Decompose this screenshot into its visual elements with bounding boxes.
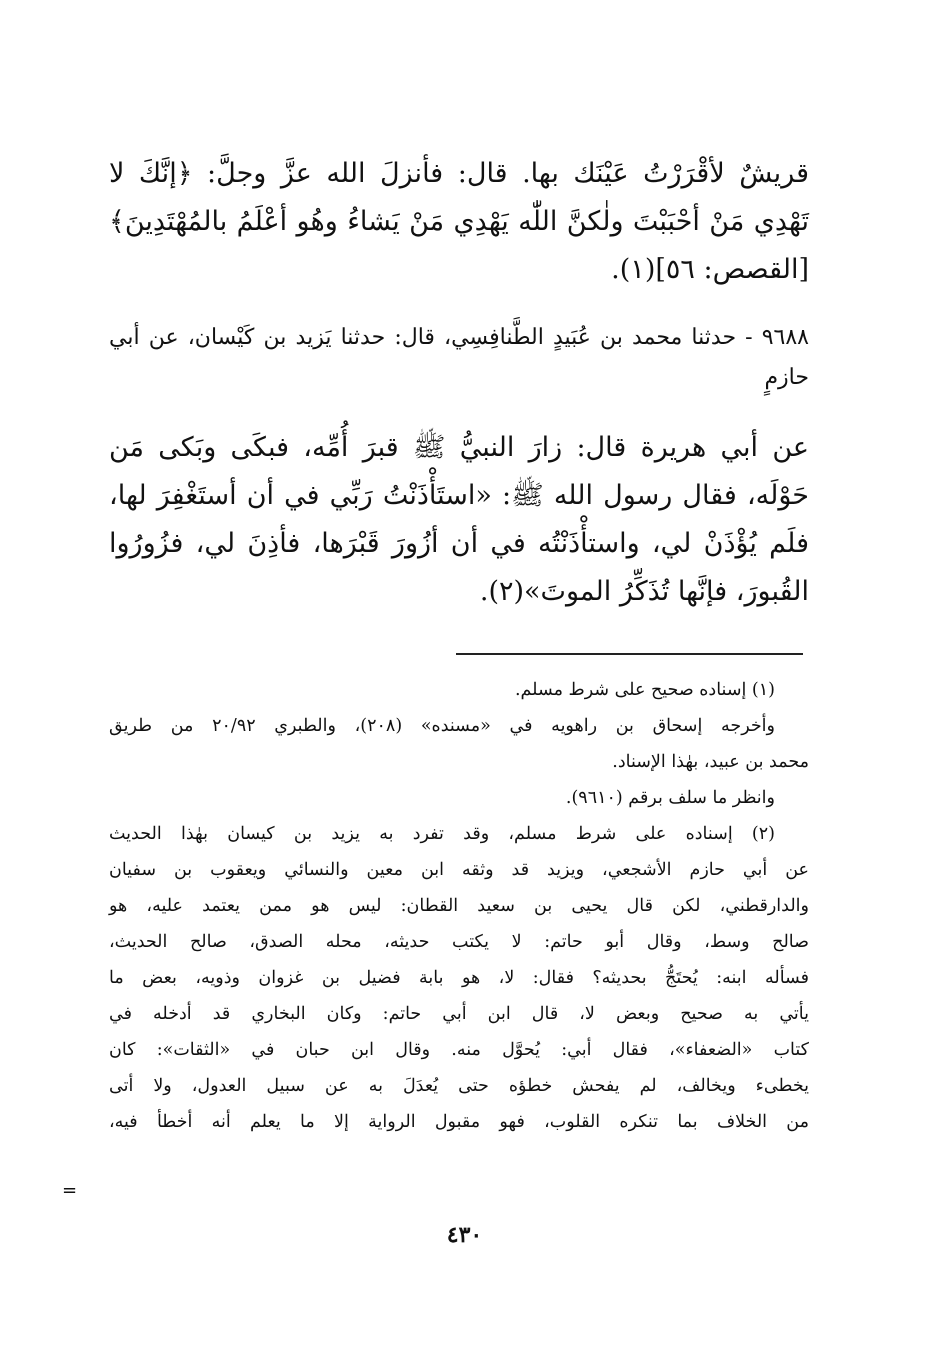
main-paragraph-1: قريشٌ لأقْرَرْتُ عَيْنَك بها. قال: فأنزلَ الله عزَّ وجلَّ: ﴿إنَّكَ لا تَهْدِي مَنْ أحْبَبْتَ ولٰكنَّ اللّٰه يَهْدِي مَنْ يَشاءُ وهُو أعْلَمُ بالمُهْتَدِينَ﴾ [القصص: ٥٦](١). bbox=[109, 158, 809, 285]
footnote-2-line: يخطىء ويخالف، لم يفحش خطؤه حتى يُعدَلَ به عن سبيل العدول، ولا أتى bbox=[109, 1076, 809, 1096]
footnote-2-line: والدارقطني، لكن قال يحيى بن سعيد القطان: ليس هو ممن يعتمد عليه، هو bbox=[109, 896, 809, 916]
footnote-1-line: وأخرجه إسحاق بن راهويه في «مسنده» (٢٠٨)، والطبري ٢٠/٩٢ من طريق bbox=[109, 716, 775, 736]
footnote-separator bbox=[456, 653, 803, 655]
footnote-1-line: محمد بن عبيد، بهٰذا الإسناد. bbox=[612, 752, 809, 772]
footnote-2-line: من الخلاف بما تنكره القلوب، فهو مقبول الرواية إلا ما يعلم أنه أخطأ فيه، bbox=[109, 1112, 809, 1132]
hadith-text-paragraph: عن أبي هريرة قال: زارَ النبيُّ ﷺ قبرَ أُمِّه، فبكَى وبَكى مَن حَوْلَه، فقال رسول الله ﷺ: «استَأْذَنْتُ رَبِّي في أن أستَغْفِرَ لها، فلَم يُؤْذَنْ لي، واستأْذَنْتُه في أن أزُورَ قَبْرَها، فأذِنَ لي، فزُورُوا القُبورَ، فإنَّها تُذَكِّرُ الموتَ»(٢). bbox=[109, 432, 809, 607]
footnote-2-line: (٢) إسناده على شرط مسلم، وقد تفرد به يزيد بن كيسان بهٰذا الحديث bbox=[109, 824, 775, 844]
footnotes bbox=[109, 672, 809, 1140]
footnote-2-line: عن أبي حازم الأشجعي، ويزيد قد وثقه ابن معين والنسائي ويعقوب بن سفيان bbox=[109, 860, 809, 880]
footnote-2-line: صالح وسط، وقال أبو حاتم: لا يكتب حديثه، محله الصدق، صالح الحديث، bbox=[109, 932, 809, 952]
footnote-1-line: (١) إسناده صحيح على شرط مسلم. bbox=[514, 680, 775, 700]
footnote-2-line: فسأله ابنه: يُحتَجُّ بحديثه؟ فقال: لا، هو بابة فضيل بن غزوان وذويه، بعض ما bbox=[109, 968, 809, 988]
footnote-2-line: يأتي به صحيح وبعض لا، قال ابن أبي حاتم: وكان البخاري قد أدخله في bbox=[109, 1004, 809, 1024]
continuation-mark: = bbox=[62, 1180, 78, 1201]
hadith-chain-paragraph: ٩٦٨٨ - حدثنا محمد بن عُبَيدٍ الطَّنافِسِي، قال: حدثنا يَزيد بن كَيْسان، عن أبي حازمٍ bbox=[109, 325, 809, 390]
footnote-1-line: وانظر ما سلف برقم (٩٦١٠). bbox=[565, 788, 775, 808]
footnote-2-line: كتاب «الضعفاء»، فقال أبي: يُحوَّل منه. وقال ابن حبان في «الثقات»: كان bbox=[109, 1040, 809, 1060]
page-number: ٤٣٠ bbox=[446, 1222, 483, 1248]
